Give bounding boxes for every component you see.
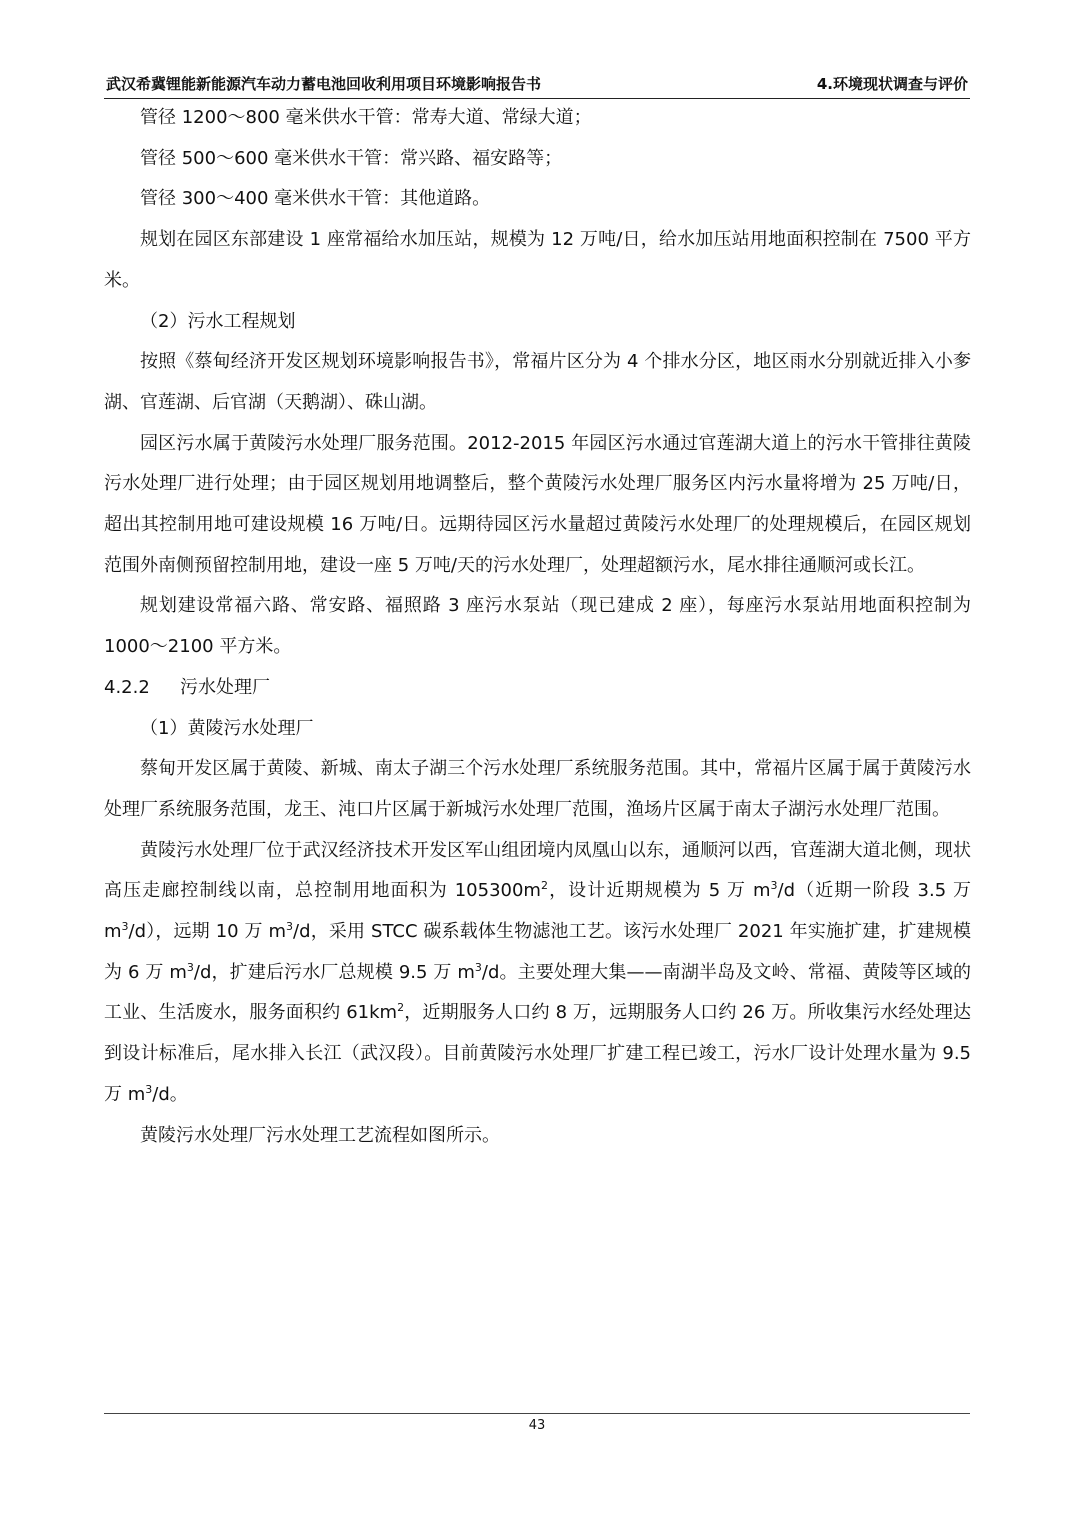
page-body	[104, 98, 971, 1156]
paragraph-pipe-3: 管径 300～400 毫米供水干管：其他道路。	[140, 188, 491, 210]
paragraph-sewage-service: 园区污水属于黄陵污水处理厂服务范围。2012-2015 年园区污水通过官莲湖大道上的污水干管排往黄陵污水处理厂进行处理；由于园区规划用地调整后，整个黄陵污水处理厂服务区内污水量将增为 25 万吨/日，超出其控制用地可建设规模 16 万吨/日。远期待园区污水量超过黄陵污水处理厂的处理规模后，在园区规划范围外南侧预留控制用地，建设一座 5 万吨/天的污水处理厂，处理超额污水，尾水排往通顺河或长江。	[104, 432, 971, 576]
paragraph-service-areas: 蔡甸开发区属于黄陵、新城、南太子湖三个污水处理厂系统服务范围。其中，常福片区属于属于黄陵污水处理厂系统服务范围，龙王、沌口片区属于新城污水处理厂范围，渔场片区属于南太子湖污水处理厂范围。	[104, 758, 971, 820]
footer-rule	[104, 1413, 970, 1414]
paragraph-huangling-details: 黄陵污水处理厂位于武汉经济技术开发区军山组团境内凤凰山以东，通顺河以西，官莲湖大道北侧，现状高压走廊控制线以南，总控制用地面积为 $105300m^2$，设计近期规模为 5 万 $m^3/d$（近期一阶段 3.5 万 $m^3/d$），远期 10 万 $m^3/d$，采用 STCC 碳系载体生物滤池工艺。该污水处理厂 2021 年实施扩建，扩建规模为 6 万 $m^3/d$，扩建后污水厂总规模 9.5 万 $m^3/d$。主要处理大集——南湖半岛及文岭、常福、黄陵等区域的工业、生活废水，服务面积约 $61km^2$，近期服务人口约 8 万，远期服务人口约 26 万。所收集污水经处理达到设计标准后，尾水排入长江（武汉段）。目前黄陵污水处理厂扩建工程已竣工，污水厂设计处理水量为 9.5 万 $m^3/d$。	[104, 839, 972, 1105]
subheading-sewage-plan: （2）污水工程规划	[140, 310, 296, 332]
page-header	[104, 74, 970, 99]
paragraph-drainage-zones: 按照《蔡甸经济开发区规划环境影响报告书》，常福片区分为 4 个排水分区，地区雨水分别就近排入小奓湖、官莲湖、后官湖（天鹅湖）、硃山湖。	[104, 351, 971, 413]
section-number: 4.2.2	[104, 676, 150, 698]
paragraph-pipe-2: 管径 500～600 毫米供水干管：常兴路、福安路等；	[140, 147, 563, 169]
superscript: 2	[540, 879, 548, 893]
superscript: 3	[145, 1082, 153, 1096]
page-number: 43	[528, 1418, 546, 1433]
document-title: 武汉希冀锂能新能源汽车动力蓄电池回收利用项目环境影响报告书	[106, 75, 542, 93]
superscript: 2	[397, 1001, 405, 1015]
paragraph-pipe-1: 管径 1200～800 毫米供水干管：常寿大道、常绿大道；	[140, 107, 592, 128]
subheading-huangling: （1）黄陵污水处理厂	[140, 717, 314, 739]
superscript: 3	[286, 920, 294, 934]
section-title: 4.环境现状调查与评价	[816, 75, 968, 93]
superscript: 3	[474, 960, 482, 974]
superscript: 3	[121, 920, 129, 934]
superscript: 3	[186, 960, 194, 974]
paragraph-pressure-station: 规划在园区东部建设 1 座常福给水加压站，规模为 12 万吨/日，给水加压站用地面积控制在 7500 平方米。	[104, 229, 971, 291]
superscript: 3	[770, 879, 778, 893]
section-heading-title: 污水处理厂	[180, 676, 270, 698]
section-heading	[104, 668, 971, 709]
paragraph-process-flow: 黄陵污水处理厂污水处理工艺流程如图所示。	[140, 1124, 500, 1146]
paragraph-pump-stations: 规划建设常福六路、常安路、福照路 3 座污水泵站（现已建成 2 座），每座污水泵站用地面积控制为 1000～2100 平方米。	[104, 595, 971, 658]
